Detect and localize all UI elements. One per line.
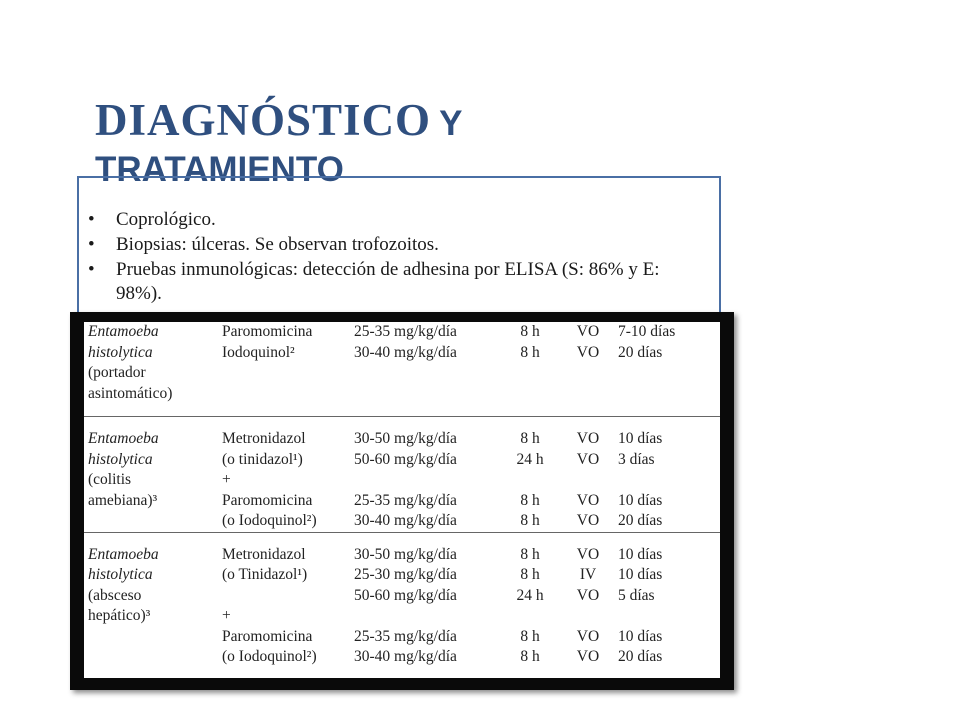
title-part-1: DIAGNÓSTICO <box>95 95 432 145</box>
dose-cell <box>354 322 494 417</box>
table-cell-text: 8 h <box>520 491 540 509</box>
table-cell-text: 3 días <box>618 450 655 468</box>
bullet-text: Pruebas inmunológicas: detección de adhesina por ELISA (S: 86% y E: 98%). <box>116 259 660 304</box>
table-cell-text: + <box>222 471 231 488</box>
table-cell-text: 50-60 mg/kg/día <box>354 586 457 604</box>
table-cell-text: 20 días <box>618 648 663 665</box>
table-cell-text: IV <box>579 566 597 583</box>
organism-name: histolytica <box>88 343 153 361</box>
table-cell-text: Metronidazol <box>222 430 306 447</box>
table-cell-text: 10 días <box>618 491 663 509</box>
table-cell-text: Paromomicina <box>222 323 313 340</box>
table-cell-text: 8 h <box>520 323 540 340</box>
bullet-list <box>88 208 708 307</box>
table-cell-text: 24 h <box>516 586 544 604</box>
table-cell-text: Iodoquinol² <box>222 343 295 361</box>
bullet-marker: • <box>88 209 95 230</box>
table-cell-text: 8 h <box>520 430 540 447</box>
table-cell-text: Paromomicina <box>222 627 313 645</box>
table-cell-text: (o Tinidazol¹) <box>222 566 308 583</box>
table-cell-text: 25-35 mg/kg/día <box>354 323 457 340</box>
table-cell-text <box>566 606 610 627</box>
table-cell-text: 25-35 mg/kg/día <box>354 627 457 645</box>
table-cell-text: 8 h <box>520 545 540 563</box>
table-cell-text: VO <box>576 648 600 665</box>
dose-cell <box>354 417 494 533</box>
organism-name: histolytica <box>88 566 153 583</box>
table-cell-text: 8 h <box>520 512 540 529</box>
bullet-text: Biopsias: úlceras. Se observan trofozoitos. <box>116 234 439 255</box>
table-cell-text: (o tinidazol¹) <box>222 450 303 468</box>
table-cell-text: 8 h <box>520 343 540 361</box>
bullet-marker: • <box>88 234 95 255</box>
organism-name: Entamoeba <box>88 430 159 447</box>
table-cell-text: + <box>222 607 231 624</box>
drug-cell <box>222 532 354 668</box>
bullet-item <box>88 208 708 232</box>
treatment-table-image <box>70 312 734 690</box>
table-cell-text: 8 h <box>520 648 540 665</box>
table-cell-text: 20 días <box>618 512 663 529</box>
table-cell-text: VO <box>576 430 600 447</box>
organism-cell <box>84 532 222 668</box>
table-cell-text: 25-35 mg/kg/día <box>354 491 457 509</box>
organism-name: Entamoeba <box>88 323 159 340</box>
treatment-table <box>84 322 720 668</box>
table-cell-text: 10 días <box>618 430 663 447</box>
table-cell-text: 30-40 mg/kg/día <box>354 648 457 665</box>
table-cell-text: 50-60 mg/kg/día <box>354 450 457 468</box>
condition-note: asintomático) <box>88 384 173 402</box>
table-cell-text: 8 h <box>520 627 540 645</box>
organism-name: Entamoeba <box>88 545 159 563</box>
table-cell-text: (o Iodoquinol²) <box>222 512 317 529</box>
duration-cell <box>610 532 720 668</box>
condition-note: hepático)³ <box>88 607 151 624</box>
table-cell-text <box>618 606 720 627</box>
title-part-2: Y <box>439 104 463 143</box>
condition-note: (absceso <box>88 586 142 604</box>
bullet-text: Coprológico. <box>116 209 216 230</box>
table-cell-text: 10 días <box>618 566 663 583</box>
bullet-marker: • <box>88 259 95 280</box>
table-cell-text <box>566 470 610 491</box>
table-cell-text: 10 días <box>618 545 663 563</box>
table-cell-text: 24 h <box>516 450 544 468</box>
bullet-item <box>88 258 708 306</box>
table-cell-text <box>618 470 720 491</box>
table-row <box>84 322 720 417</box>
table-cell-text: 8 h <box>520 566 540 583</box>
table-cell-text: 20 días <box>618 343 663 361</box>
table-cell-text: VO <box>576 323 600 340</box>
condition-note: amebiana)³ <box>88 491 158 509</box>
frequency-cell <box>494 417 566 533</box>
table-cell-text: VO <box>576 491 600 509</box>
table-cell-text <box>494 606 566 627</box>
table-cell-text: Paromomicina <box>222 491 313 509</box>
organism-name: histolytica <box>88 450 153 468</box>
table-cell-text: 30-40 mg/kg/día <box>354 343 457 361</box>
table-cell-text: Metronidazol <box>222 545 306 563</box>
route-cell <box>566 532 610 668</box>
table-cell-text: 25-30 mg/kg/día <box>354 566 457 583</box>
table-cell-text <box>354 470 494 491</box>
table-cell-text: VO <box>576 586 600 604</box>
table-cell-text: VO <box>576 627 600 645</box>
route-cell <box>566 417 610 533</box>
title-part-3: TRATAMIENTO <box>95 150 344 189</box>
dose-cell <box>354 532 494 668</box>
table-cell-text: 30-50 mg/kg/día <box>354 430 457 447</box>
table-cell-text: 7-10 días <box>618 323 676 340</box>
table-cell-text: 30-50 mg/kg/día <box>354 545 457 563</box>
treatment-table-panel <box>84 322 720 678</box>
table-cell-text: VO <box>576 512 600 529</box>
table-cell-text: 30-40 mg/kg/día <box>354 512 457 529</box>
frequency-cell <box>494 322 566 417</box>
table-row <box>84 532 720 668</box>
condition-note: (portador <box>88 364 146 381</box>
table-cell-text: VO <box>576 343 600 361</box>
table-cell-text: (o Iodoquinol²) <box>222 648 317 665</box>
table-cell-text: 10 días <box>618 627 663 645</box>
table-cell-text: VO <box>576 450 600 468</box>
route-cell <box>566 322 610 417</box>
duration-cell <box>610 417 720 533</box>
table-cell-text <box>354 606 494 627</box>
table-cell-text <box>222 586 354 607</box>
table-row <box>84 417 720 533</box>
table-cell-text <box>494 470 566 491</box>
drug-cell <box>222 322 354 417</box>
drug-cell <box>222 417 354 533</box>
organism-cell <box>84 417 222 533</box>
organism-cell <box>84 322 222 417</box>
frequency-cell <box>494 532 566 668</box>
bullet-item <box>88 233 708 257</box>
table-cell-text: VO <box>576 545 600 563</box>
condition-note: (colitis <box>88 471 132 488</box>
table-cell-text: 5 días <box>618 586 655 604</box>
duration-cell <box>610 322 720 417</box>
